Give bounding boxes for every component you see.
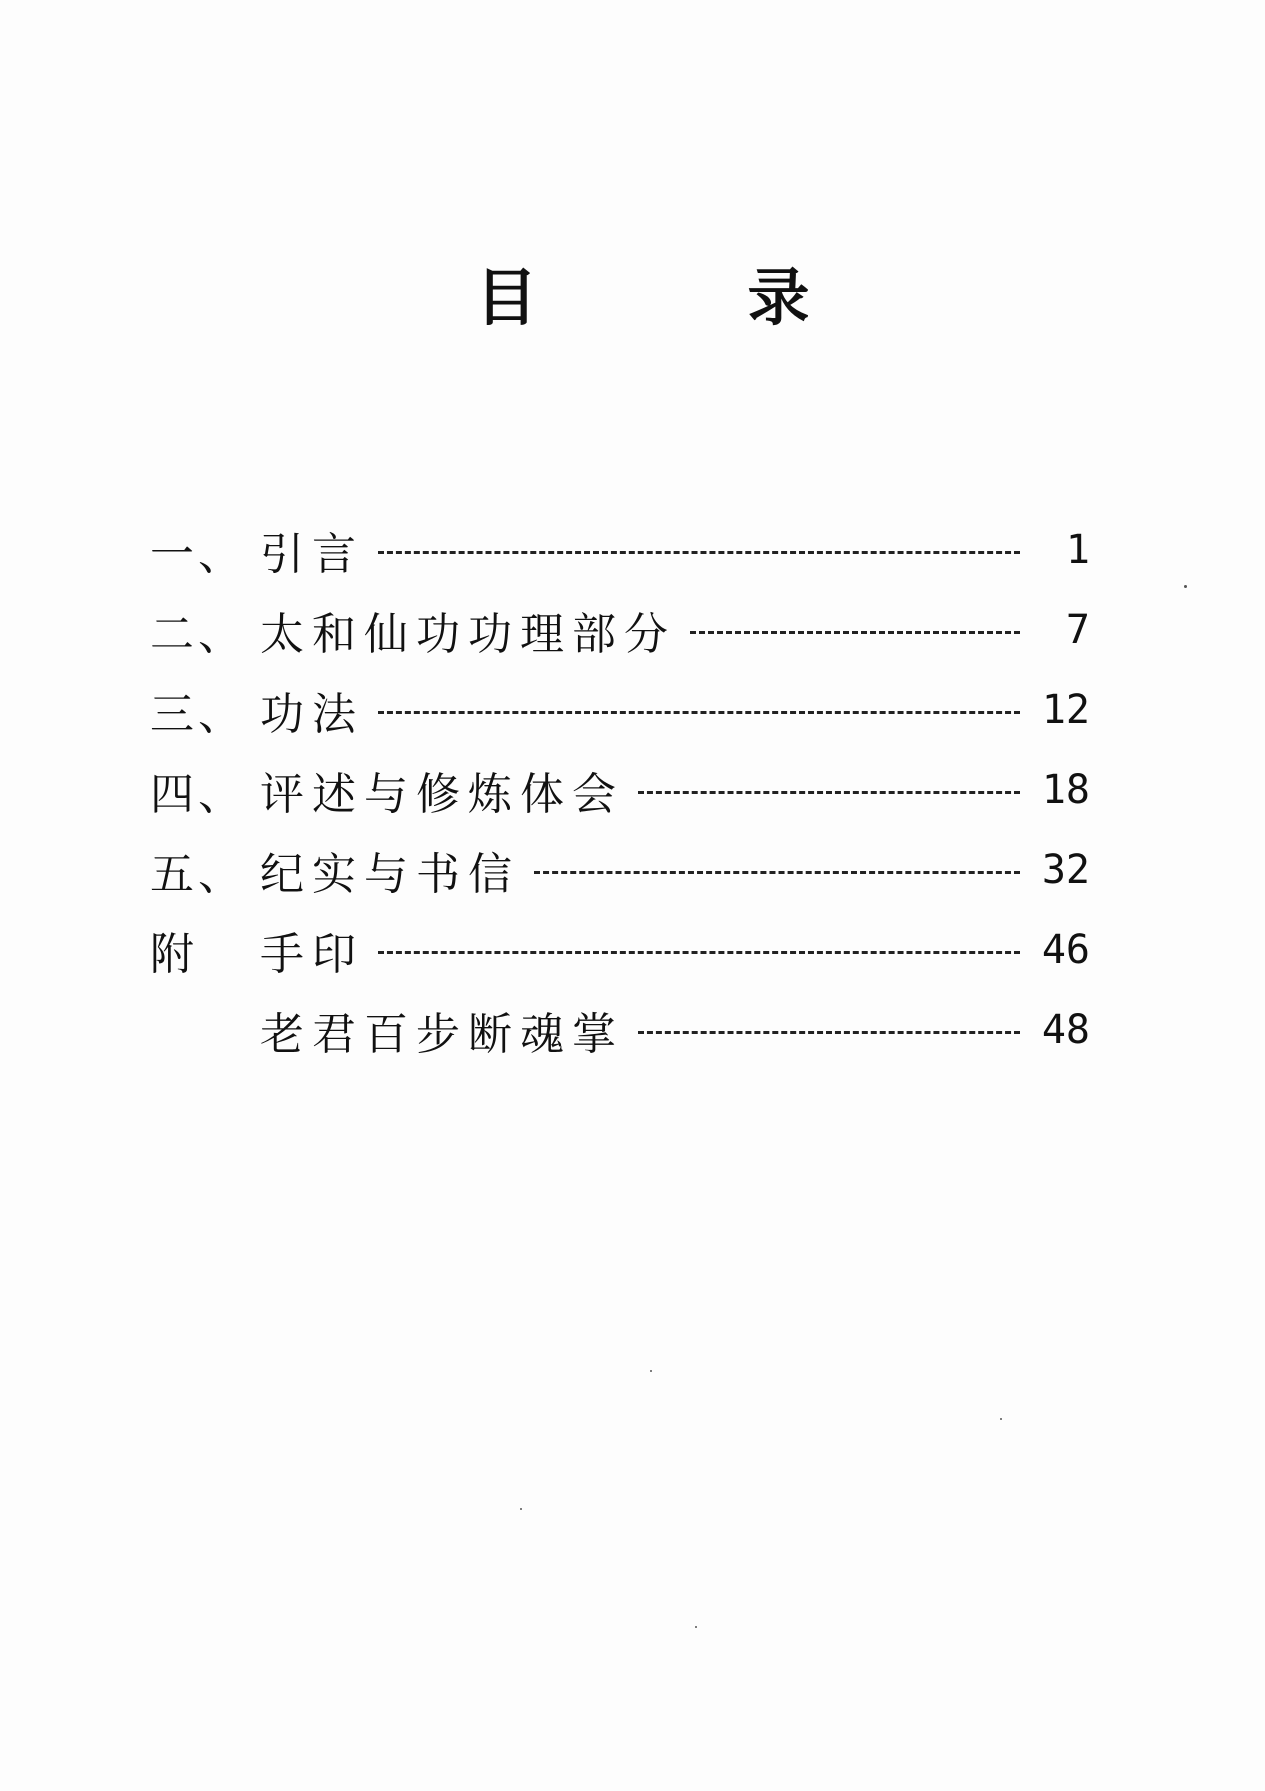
toc-entry-number: 四、 (150, 769, 246, 820)
scan-speck (1184, 585, 1187, 588)
toc-leader-dashes (534, 871, 1020, 874)
toc-entry-label: 功法 (260, 689, 364, 740)
scan-speck (650, 1370, 652, 1372)
toc-entry-number: 五、 (150, 849, 246, 900)
toc-entry[interactable] (150, 910, 1090, 990)
toc-entry-label: 老君百步断魂掌 (260, 1009, 624, 1060)
toc-entry-number: 附 (150, 929, 198, 980)
toc-entry-page: 48 (1041, 1007, 1090, 1053)
toc-entry-label: 纪实与书信 (260, 849, 520, 900)
toc-entry-page: 7 (1065, 607, 1090, 653)
toc-entry-page: 1 (1065, 527, 1090, 573)
toc-entry-label: 引言 (260, 529, 364, 580)
toc-leader-dashes (638, 1031, 1020, 1034)
toc-entry[interactable] (150, 750, 1090, 830)
toc-entry[interactable] (150, 590, 1090, 670)
toc-entry-number: 三、 (150, 689, 246, 740)
scan-speck (520, 1508, 522, 1510)
table-of-contents (150, 510, 1090, 1070)
toc-entry-page: 18 (1041, 767, 1090, 813)
toc-entry-label: 评述与修炼体会 (260, 769, 624, 820)
toc-entry[interactable] (150, 830, 1090, 910)
toc-entry[interactable] (150, 670, 1090, 750)
toc-entry-number: 一、 (150, 529, 246, 580)
toc-entry-page: 32 (1041, 847, 1090, 893)
title-char-2: 录 (747, 261, 810, 334)
toc-entry-label: 手印 (260, 929, 364, 980)
toc-entry-page: 12 (1041, 687, 1090, 733)
toc-entry-label: 太和仙功功理部分 (260, 609, 676, 660)
toc-entry-number: 二、 (150, 609, 246, 660)
page-title (0, 258, 1265, 338)
scan-speck (1000, 1418, 1002, 1420)
scan-speck (695, 1626, 697, 1628)
toc-leader-dashes (638, 791, 1020, 794)
toc-leader-dashes (378, 711, 1020, 714)
toc-entry[interactable] (150, 510, 1090, 590)
toc-entry[interactable] (150, 990, 1090, 1070)
toc-leader-dashes (378, 951, 1020, 954)
toc-leader-dashes (690, 631, 1020, 634)
toc-leader-dashes (378, 551, 1020, 554)
toc-entry-page: 46 (1041, 927, 1090, 973)
title-char-1: 目 (475, 261, 538, 334)
